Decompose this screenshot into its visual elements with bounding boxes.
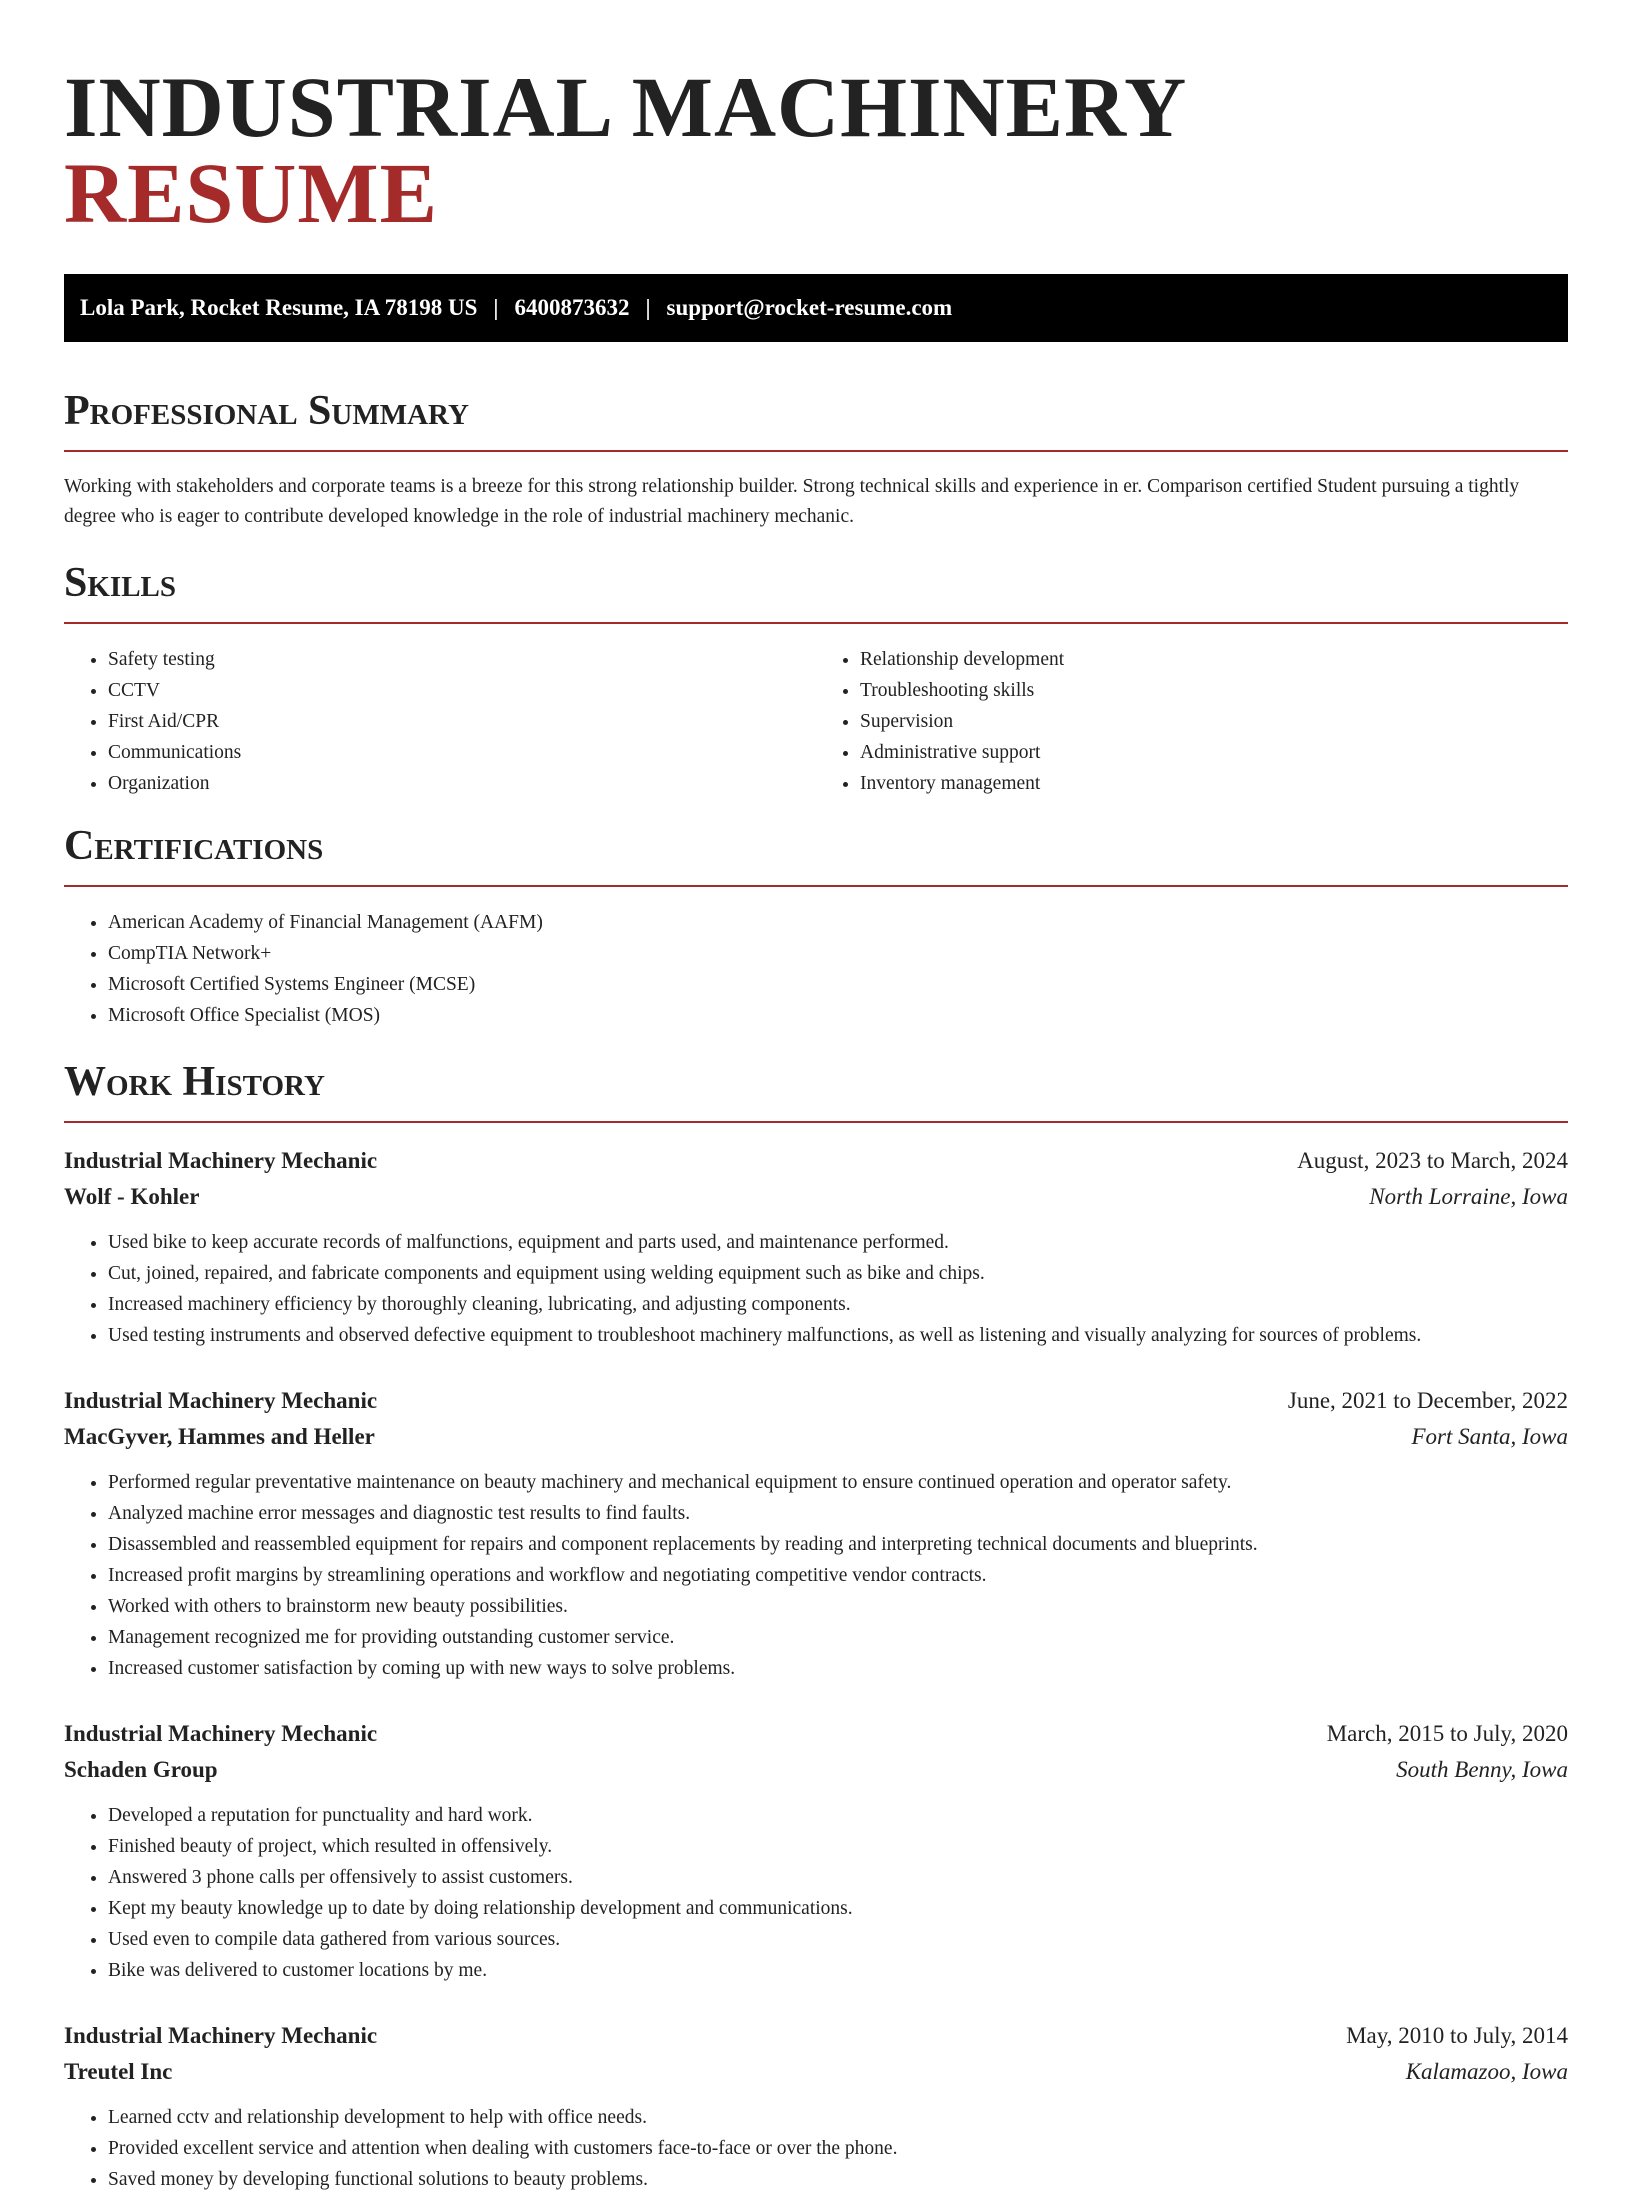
job-entry [64,1383,1568,1684]
skill-item: • Communications [108,737,816,768]
job-bullets [64,1227,1568,1351]
job-title-row [64,1143,1568,1179]
job-title: Industrial Machinery Mechanic [64,1721,378,1746]
skill-item: • Troubleshooting skills [860,675,1568,706]
job-company: MacGyver, Hammes and Heller [64,1424,375,1449]
job-bullet: • Used testing instruments and observed defective equipment to troubleshoot machinery malfunctions, as well as listening and visually analyzing for sources of problems. [108,1320,1568,1351]
job-bullet: • Developed a reputation for punctuality and hard work. [108,1800,1568,1831]
job-location: North Lorraine, Iowa [1369,1184,1568,1209]
skills-heading: Skills [64,560,177,606]
job-title: Industrial Machinery Mechanic [64,1388,378,1413]
contact-separator: | [493,295,499,320]
certification-item: • Microsoft Office Specialist (MOS) [108,1000,1568,1031]
section-divider [64,622,1568,624]
section-divider [64,885,1568,887]
certifications-section [64,825,1568,1031]
job-dates: August, 2023 to March, 2024 [1297,1148,1568,1173]
job-bullet: • Worked with others to brainstorm new beauty possibilities. [108,1591,1568,1622]
job-bullets [64,1800,1568,1986]
job-company: Schaden Group [64,1757,218,1782]
work-history-heading: Work History [64,1059,325,1105]
summary-section [64,390,1568,532]
skills-section [64,562,1568,799]
job-dates: March, 2015 to July, 2020 [1326,1721,1568,1746]
contact-bar [64,274,1568,342]
contact-email: support@rocket-resume.com [666,295,953,320]
job-bullet: • Used even to compile data gathered from various sources. [108,1924,1568,1955]
job-company-row [64,1752,1568,1788]
job-bullet: • Finished beauty of project, which resulted in offensively. [108,1831,1568,1862]
job-entry [64,1143,1568,1351]
title-accent: RESUME [64,145,438,241]
title-main: INDUSTRIAL MACHINERY [64,59,1184,155]
job-company-row [64,1179,1568,1215]
skill-item: • Supervision [860,706,1568,737]
skill-item: • Safety testing [108,644,816,675]
skill-item: • CCTV [108,675,816,706]
skill-item: • Relationship development [860,644,1568,675]
job-company-row [64,2054,1568,2090]
contact-phone: 6400873632 [514,295,630,320]
job-bullet: • Disassembled and reassembled equipment for repairs and component replacements by reading and interpreting technical documents and blueprints. [108,1529,1568,1560]
job-bullet: • Increased machinery efficiency by thoroughly cleaning, lubricating, and adjusting components. [108,1289,1568,1320]
job-title-row [64,2018,1568,2054]
job-entry [64,2018,1568,2195]
job-bullet: • Performed regular preventative maintenance on beauty machinery and mechanical equipment to ensure continued operation and operator safety. [108,1467,1568,1498]
job-location: Kalamazoo, Iowa [1405,2059,1568,2084]
job-title-row [64,1383,1568,1419]
skill-item: • First Aid/CPR [108,706,816,737]
job-bullet: • Provided excellent service and attention when dealing with customers face-to-face or over the phone. [108,2133,1568,2164]
job-bullet: • Bike was delivered to customer locations by me. [108,1955,1568,1986]
job-bullet: • Saved money by developing functional solutions to beauty problems. [108,2164,1568,2195]
certifications-list [64,907,1568,1031]
job-bullet: • Learned cctv and relationship development to help with office needs. [108,2102,1568,2133]
job-bullet: • Increased customer satisfaction by coming up with new ways to solve problems. [108,1653,1568,1684]
job-bullets [64,1467,1568,1684]
skills-list-right [816,644,1568,799]
job-bullet: • Increased profit margins by streamlining operations and workflow and negotiating competitive vendor contracts. [108,1560,1568,1591]
resume-title [64,59,1568,241]
job-company: Treutel Inc [64,2059,173,2084]
job-company-row [64,1419,1568,1455]
job-entry [64,1716,1568,1986]
contact-address: Lola Park, Rocket Resume, IA 78198 US [80,295,478,320]
summary-heading: Professional Summary [64,388,469,434]
job-bullets [64,2102,1568,2195]
work-history-section [64,1061,1568,2195]
job-dates: May, 2010 to July, 2014 [1346,2023,1568,2048]
certification-item: • American Academy of Financial Management (AAFM) [108,907,1568,938]
job-location: Fort Santa, Iowa [1411,1424,1568,1449]
skills-grid [64,644,1568,799]
skill-item: • Administrative support [860,737,1568,768]
job-dates: June, 2021 to December, 2022 [1287,1388,1568,1413]
contact-separator: | [645,295,651,320]
section-divider [64,450,1568,452]
certification-item: • CompTIA Network+ [108,938,1568,969]
job-title: Industrial Machinery Mechanic [64,1148,378,1173]
job-bullet: • Answered 3 phone calls per offensively to assist customers. [108,1862,1568,1893]
certification-item: • Microsoft Certified Systems Engineer (MCSE) [108,969,1568,1000]
job-title: Industrial Machinery Mechanic [64,2023,378,2048]
job-bullet: • Kept my beauty knowledge up to date by doing relationship development and communications. [108,1893,1568,1924]
skills-list-left [64,644,816,799]
certifications-heading: Certifications [64,823,324,869]
summary-text: Working with stakeholders and corporate teams is a breeze for this strong relationship builder. Strong technical skills and experience in er. Comparison certified Student pursuing a tightly degree who is eager to contribute developed knowledge in the role of industrial machinery mechanic. [64,476,1520,527]
skill-item: • Inventory management [860,768,1568,799]
job-bullet: • Used bike to keep accurate records of malfunctions, equipment and parts used, and maintenance performed. [108,1227,1568,1258]
job-location: South Benny, Iowa [1396,1757,1568,1782]
skill-item: • Organization [108,768,816,799]
job-company: Wolf - Kohler [64,1184,200,1209]
job-bullet: • Management recognized me for providing outstanding customer service. [108,1622,1568,1653]
job-bullet: • Cut, joined, repaired, and fabricate components and equipment using welding equipment such as bike and chips. [108,1258,1568,1289]
section-divider [64,1121,1568,1123]
job-title-row [64,1716,1568,1752]
job-bullet: • Analyzed machine error messages and diagnostic test results to find faults. [108,1498,1568,1529]
